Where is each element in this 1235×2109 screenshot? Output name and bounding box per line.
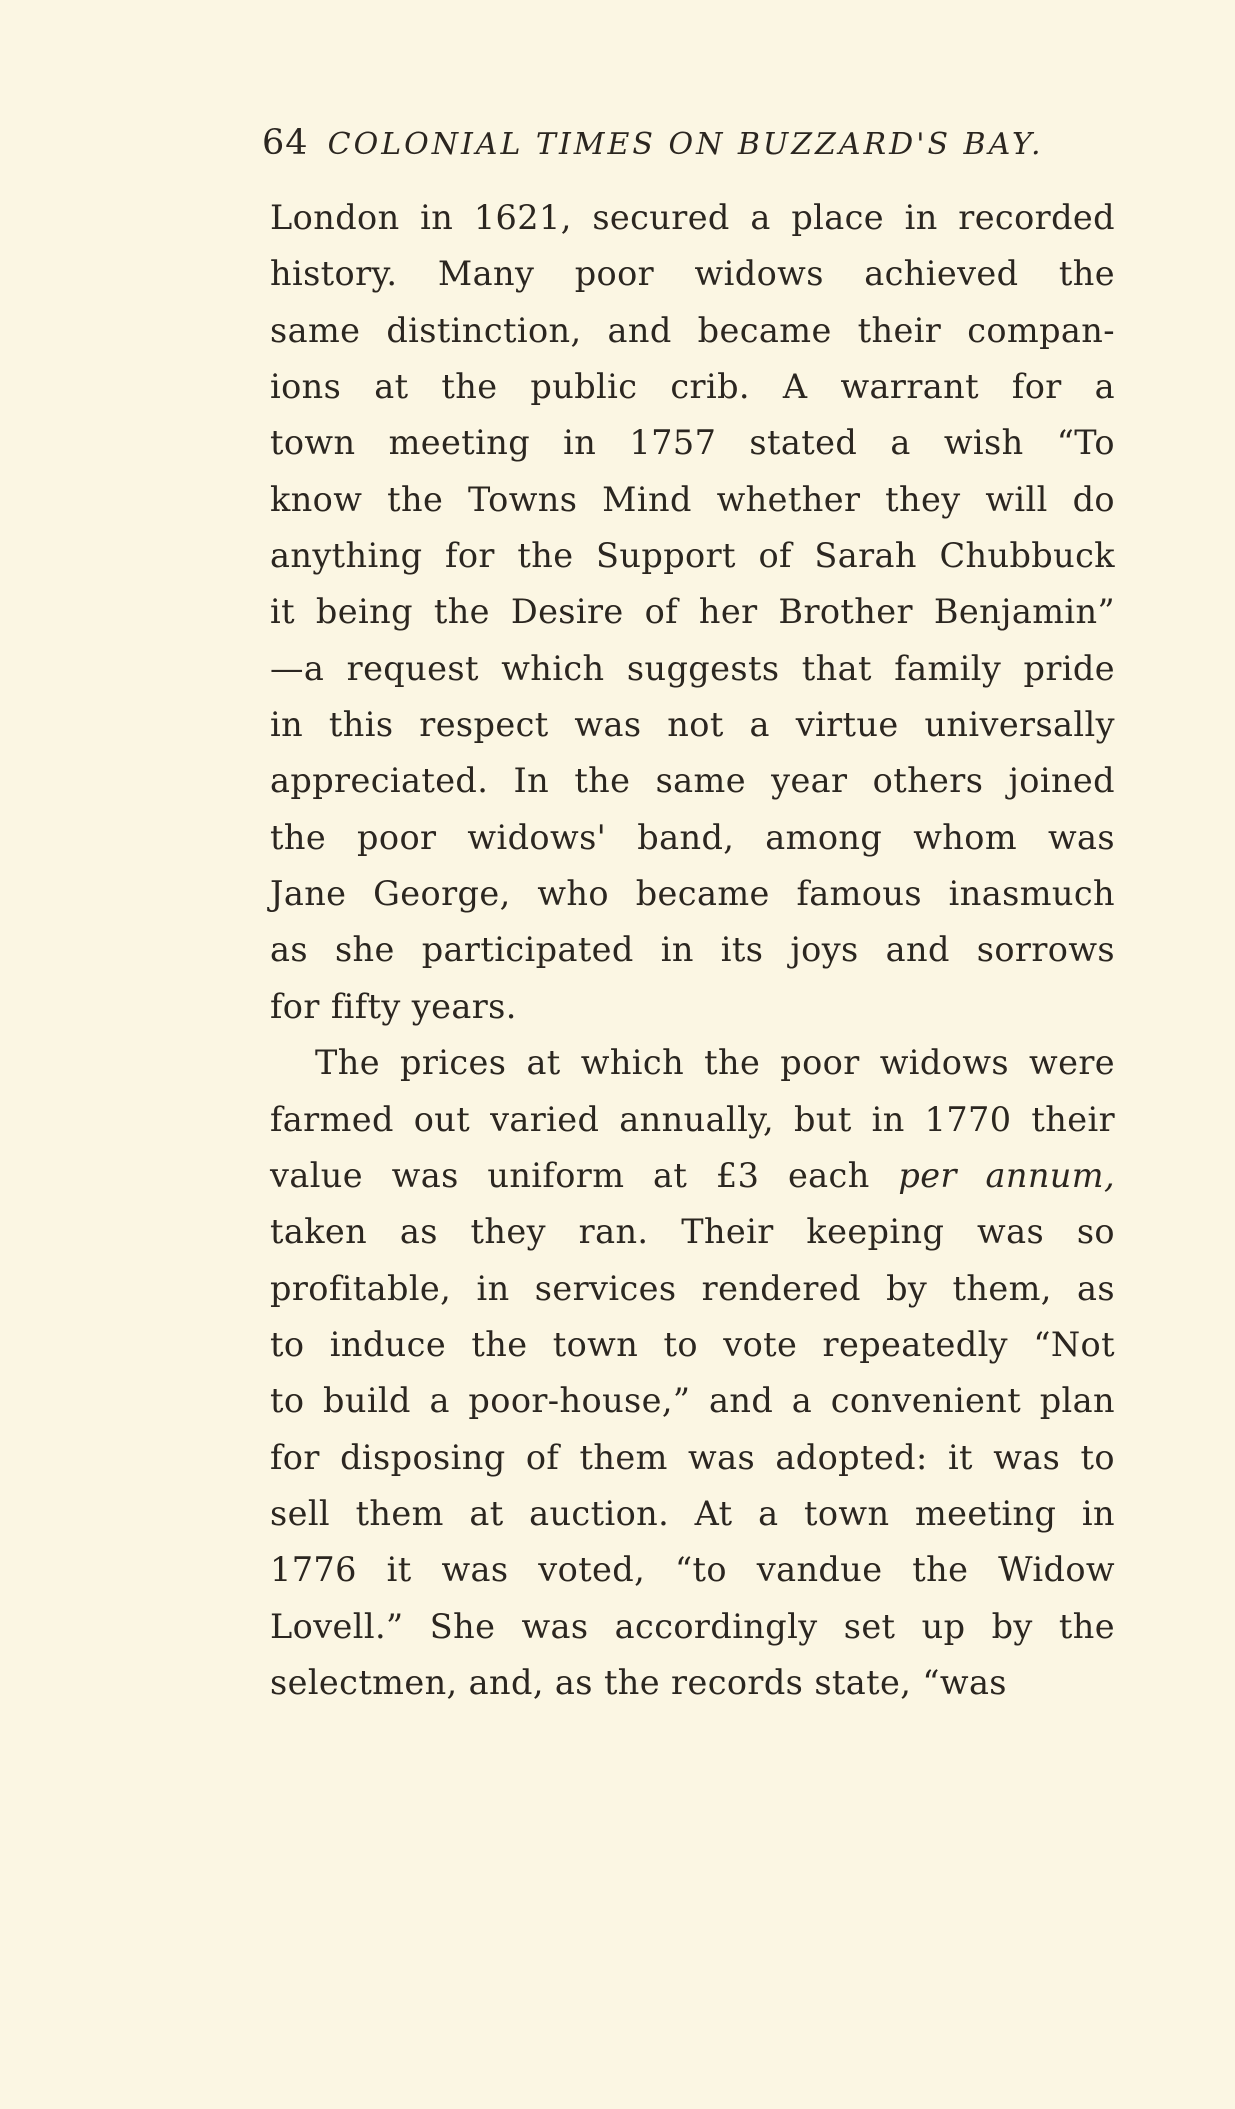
text-line: to build a poor-house,” and a convenient plan	[270, 1381, 1115, 1421]
text-line-paragraph-start: The prices at which the poor widows were	[315, 1043, 1115, 1083]
text-line: to induce the town to vote repeatedly “Not	[270, 1324, 1115, 1364]
running-header	[262, 123, 1122, 179]
text-line: farmed out varied annually, but in 1770 their	[270, 1099, 1115, 1139]
text-line: selectmen, and, as the records state, “was	[270, 1662, 1007, 1702]
text-line: sell them at auction. At a town meeting in	[270, 1493, 1115, 1533]
text-line: London in 1621, secured a place in recorded	[270, 198, 1115, 237]
text-line: profitable, in services rendered by them, as	[270, 1268, 1115, 1308]
text-line: in this respect was not a virtue universally	[270, 705, 1115, 745]
text-line: as she participated in its joys and sorrows	[270, 930, 1115, 970]
text-segment: value was uniform at £3 each	[270, 1155, 899, 1195]
text-line: anything for the Support of Sarah Chubbuck	[270, 536, 1115, 576]
text-line: —a request which suggests that family pride	[270, 648, 1115, 688]
text-line: appreciated. In the same year others joined	[270, 761, 1115, 801]
text-line: Lovell.” She was accordingly set up by the	[270, 1606, 1115, 1646]
text-line: for fifty years.	[270, 986, 517, 1026]
text-line: town meeting in 1757 stated a wish “To	[270, 423, 1115, 463]
page-number: 64	[262, 123, 309, 163]
text-line: Jane George, who became famous inasmuch	[270, 874, 1115, 914]
text-line: 1776 it was voted, “to vandue the Widow	[270, 1550, 1115, 1590]
text-line: history. Many poor widows achieved the	[270, 254, 1115, 294]
text-line: same distinction, and became their compan-	[270, 310, 1115, 350]
italic-phrase: per annum,	[898, 1155, 1115, 1195]
text-line: ions at the public crib. A warrant for a	[270, 367, 1115, 407]
text-line-with-italic	[270, 1148, 1115, 1204]
text-line: it being the Desire of her Brother Benjamin”	[270, 592, 1115, 632]
text-line: know the Towns Mind whether they will do	[270, 479, 1115, 519]
text-line: for disposing of them was adopted: it was to	[270, 1437, 1115, 1477]
body-text	[270, 190, 1115, 1711]
text-line: taken as they ran. Their keeping was so	[270, 1212, 1115, 1252]
running-title: COLONIAL TIMES ON BUZZARD'S BAY.	[327, 127, 1044, 162]
text-line: the poor widows' band, among whom was	[270, 817, 1115, 857]
